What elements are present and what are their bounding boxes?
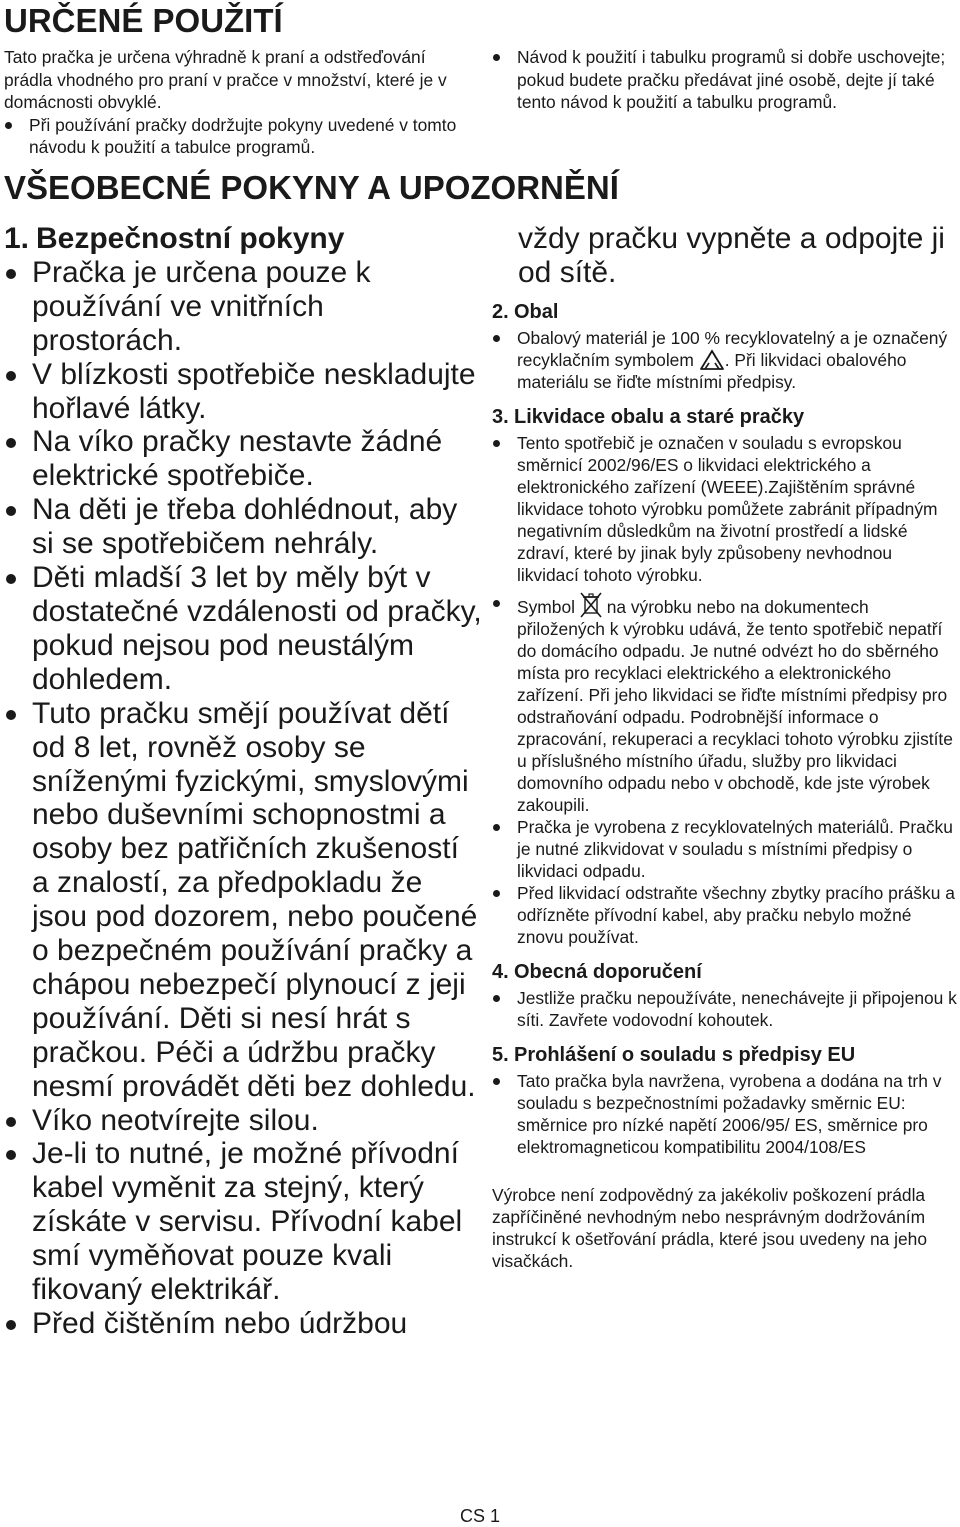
main-heading: VŠEOBECNÉ POKYNY A UPOZORNĚNÍ xyxy=(4,169,619,206)
list-item: Tato pračka byla navržena, vyrobena a dodána na trh v souladu s bezpečnostními požadavky směrnic EU: směrnice pro nízké napětí 2006/95/ ES, směrnice pro elektromagneticou kompatibilitu 2004/108/ES xyxy=(492,1070,958,1158)
intro-heading: URČENÉ POUŽITÍ xyxy=(4,2,283,39)
list-item: Pračka je vyrobena z recyklovatelných materiálů. Pračku je nutné zlikvidovat v souladu s místními předpisy o likvidaci odpadu. xyxy=(492,816,958,882)
list-item: Symbol na výrobku nebo na dokumentech přiložených k výrobku udává, že tento spotřebič nepatří do domácího odpadu. Je nutné odvézt ho do sběrného místa pro recyklaci elektrického a elektronického zařízení. Při jeho likvidaci se řiďte místními předpisy pro odstraňování odpadu. Podrobnější informace o zpracování, rekuperaci a recyklaci tohoto výrobku zjistíte u příslušného místního úřadu, služby pro likvidaci domovního odpadu nebo v obchodě, kde jste výrobek zakoupili. xyxy=(492,592,958,816)
disposal-list xyxy=(492,432,958,948)
list-item: Obalový materiál je 100 % recyklovatelný a je označený recyklačním symbolem . Při likvidaci obalového materiálu se řiďte místními předpisy. xyxy=(492,327,958,393)
safety-section xyxy=(4,222,482,1341)
list-item: Je-li to nutné, je možné přívodní kabel vyměnit za stejný, který získáte v servisu. Přívodní kabel smí vyměňovat pouze kvali fikovaný elektrikář. xyxy=(4,1137,482,1307)
right-column xyxy=(492,300,958,1272)
intro-paragraph: Tato pračka je určena výhradně k praní a odstřeďování prádla vhodného pro praní v pračce v množství, které je v domácnosti obvyklé. xyxy=(4,47,447,112)
packaging-list xyxy=(492,327,958,393)
section-number: 1. xyxy=(4,222,30,255)
recycle-icon xyxy=(699,349,725,371)
page-number: CS 1 xyxy=(460,1506,501,1526)
list-item: Před likvidací odstraňte všechny zbytky pracího prášku a odřízněte přívodní kabel, aby pračku nebylo možné znovu používat. xyxy=(492,882,958,948)
disposal-section-title: 3. Likvidace obalu a staré pračky xyxy=(492,406,805,428)
crossed-bin-icon xyxy=(580,592,602,618)
compliance-section-title: 5. Prohlášení o souladu s předpisy EU xyxy=(492,1044,856,1066)
list-item: Na víko pračky nestavte žádné elektrické spotřebiče. xyxy=(4,425,482,493)
compliance-list xyxy=(492,1070,958,1158)
safety-continuation: vždy pračku vypněte a odpojte ji od sítě. xyxy=(518,222,945,289)
list-item: Před čištěním nebo údržbou xyxy=(4,1307,482,1341)
intro-bullets xyxy=(4,114,474,159)
section-title: Bezpečnostní pokyny xyxy=(36,222,345,255)
list-item: Víko neotvírejte silou. xyxy=(4,1104,482,1138)
list-item: Na děti je třeba dohlédnout, aby si se spotřebičem nehrály. xyxy=(4,493,482,561)
general-section-title: 4. Obecná doporučení xyxy=(492,961,702,983)
safety-list xyxy=(4,256,482,1341)
list-item: Jestliže pračku nepoužíváte, nenechávejte ji připojenou k síti. Zavřete vodovodní kohoutek. xyxy=(492,987,958,1031)
intro-bullet-keep-manual: Návod k použití i tabulku programů si dobře uschovejte; pokud budete pračku předávat jiné osobě, dejte jí také tento návod k použití a tabulku programů. xyxy=(492,46,957,114)
intro-left-column xyxy=(4,46,474,159)
general-list xyxy=(492,987,958,1031)
list-item: Tento spotřebič je označen v souladu s evropskou směrnicí 2002/96/ES o likvidaci elektrického a elektronického zařízení (WEEE).Zajištěním správné likvidace tohoto výrobku pomůžete zabránit případným negativním důsledkům na životní prostředí a lidské zdraví, které by jinak byly způsobeny nevhodnou likvidací tohoto výrobku. xyxy=(492,432,958,586)
list-item: Pračka je určena pouze k používání ve vnitřních prostorách. xyxy=(4,256,482,358)
list-item: Děti mladší 3 let by měly být v dostatečné vzdálenosti od pračky, pokud nejsou pod neustálým dohledem. xyxy=(4,561,482,697)
list-item: V blízkosti spotřebiče neskladujte hořlavé látky. xyxy=(4,358,482,426)
packaging-section-title: 2. Obal xyxy=(492,301,559,323)
safety-section-title xyxy=(4,222,482,256)
list-item: Tuto pračku smějí používat dětí od 8 let, rovněž osoby se sníženými fyzickými, smyslovými nebo duševními schopnostmi a osoby bez patřičních zkušeností a znalostí, za předpokladu že jsou pod dozorem, nebo poučené o bezpečném používání pračky a chápou nebezpečí plynoucí z jeji používání. Děti si nesí hrát s pračkou. Péči a údržbu pračky nesmí provádět děti bez dohledu. xyxy=(4,697,482,1104)
intro-right-column xyxy=(492,46,957,114)
manufacturer-disclaimer: Výrobce není zodpovědný za jakékoliv poškození prádla zapříčiněné nevhodným nebo nesprávným dodržováním instrukcí k ošetřování prádla, které jsou uvedeny na jeho visačkách. xyxy=(492,1185,928,1271)
intro-bullet-instructions: Při používání pračky dodržujte pokyny uvedené v tomto návodu k použití a tabulce programů. xyxy=(4,114,474,159)
